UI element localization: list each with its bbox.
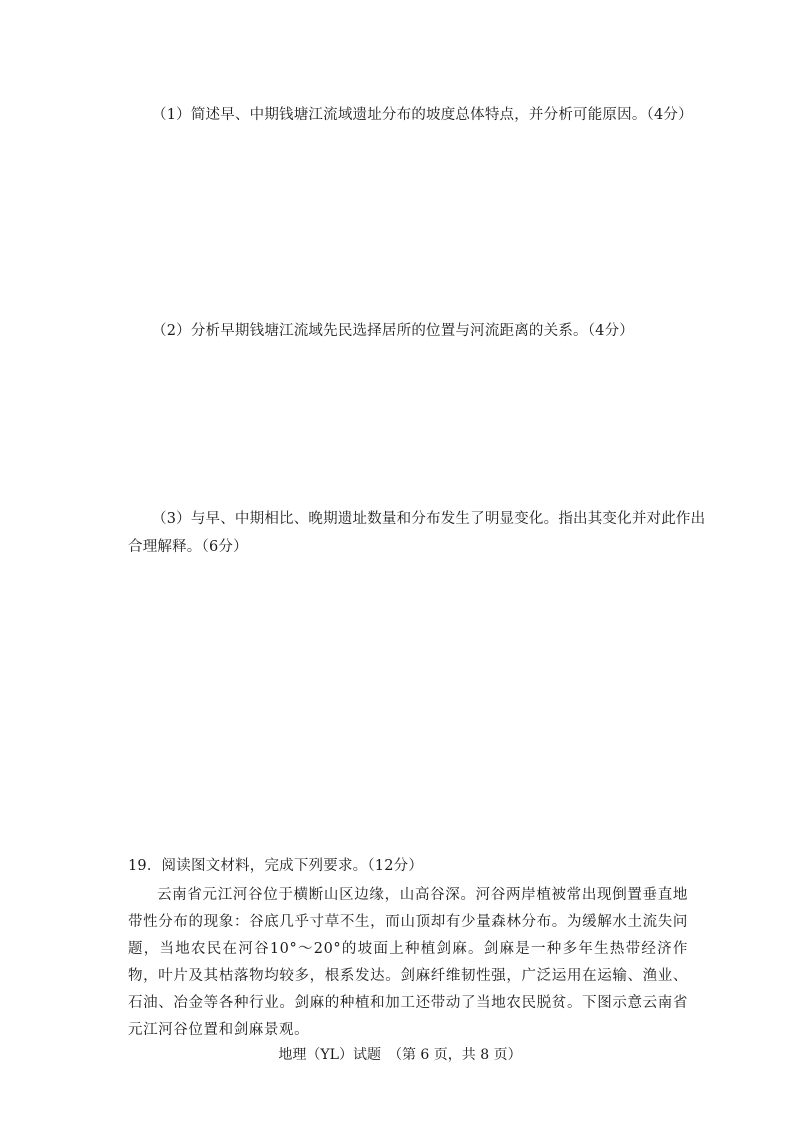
question-3-line-2: 合理解释。（6分） [128, 539, 248, 555]
page-footer: 地理（YL）试题 （第 6 页，共 8 页） [278, 1047, 522, 1063]
question-1: （1）简述早、中期钱塘江流域遗址分布的坡度总体特点，并分析可能原因。（4分） [152, 107, 693, 123]
question-19-heading: 19．阅读图文材料，完成下列要求。（12分） [128, 858, 424, 874]
question-2: （2）分析早期钱塘江流域先民选择居所的位置与河流距离的关系。（4分） [152, 323, 634, 339]
question-19-material: 云南省元江河谷位于横断山区边缘，山高谷深。河谷两岸植被常出现倒置垂直地带性分布的现象：谷底几乎寸草不生，而山顶却有少量森林分布。为缓解水土流失问题，当地农民在河谷10°～20°的坡面上种植剑麻。剑麻是一种多年生热带经济作物，叶片及其枯落物均较多，根系发达。剑麻纤维韧性强，广泛运用在运输、渔业、石油、冶金等各种行业。剑麻的种植和加工还带动了当地农民脱贫。下图示意云南省元江河谷位置和剑麻景观。 [128, 887, 688, 1038]
question-3-line-1: （3）与早、中期相比、晚期遗址数量和分布发生了明显变化。指出其变化并对此作出 [152, 511, 706, 527]
